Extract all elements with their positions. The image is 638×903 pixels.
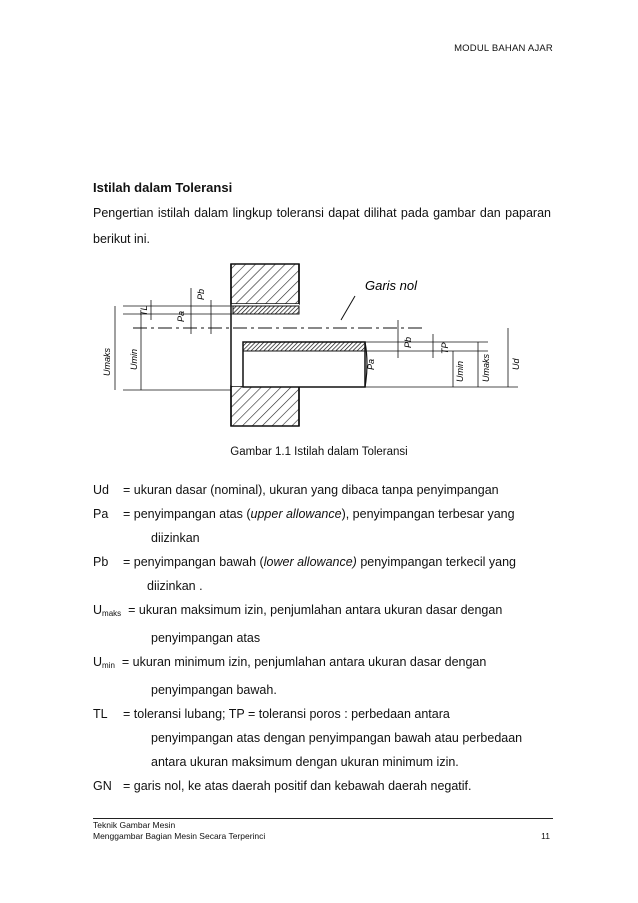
term-tl: TL: [93, 707, 108, 721]
definition-umaks-text: = ukuran maksimum izin, penjumlahan antara ukuran dasar dengan: [128, 603, 503, 617]
hole-wall-top: [231, 264, 299, 304]
page-number: 11: [541, 831, 550, 841]
pa-left-label: Pa: [176, 310, 186, 322]
shaft-tolerance-zone: [243, 342, 365, 351]
term-umaks: $U_{maks}$: [93, 603, 122, 618]
definition-umaks-cont: penyimpangan atas: [151, 631, 261, 645]
lower-allowance-term: lower allowance): [263, 555, 357, 569]
definition-umin-text: = ukuran minimum izin, penjumlahan antara ukuran dasar dengan: [121, 655, 487, 669]
garis-nol-label: Garis nol: [365, 278, 418, 293]
section-title: Istilah dalam Toleransi: [93, 180, 233, 195]
definition-list: [93, 478, 553, 798]
hole-wall-bottom: [231, 386, 299, 426]
definition-gn: [93, 774, 553, 798]
umaks-left-label: Umaks: [102, 347, 112, 376]
tl-label: TL: [139, 305, 149, 316]
term-ud: Ud: [93, 483, 109, 497]
term-umin: $U_{min}$: [93, 655, 115, 670]
definition-umin-cont: penyimpangan bawah.: [151, 683, 277, 697]
term-gn: GN: [93, 779, 112, 793]
tolerance-diagram: [93, 258, 553, 433]
umin-left-label: Umin: [129, 348, 139, 370]
definition-umin: [93, 650, 553, 702]
running-header: MODUL BAHAN AJAR: [454, 43, 553, 54]
pb-right-label: Pb: [403, 336, 413, 348]
definition-umaks: [93, 598, 553, 650]
footer-divider: [93, 818, 553, 819]
definition-pb-cont: diizinkan .: [147, 579, 203, 593]
figure-caption: Gambar 1.1 Istilah dalam Toleransi: [230, 446, 408, 458]
definition-tl-text: = toleransi lubang; TP = toleransi poros : perbedaan antara: [123, 707, 450, 721]
intro-paragraph: Pengertian istilah dalam lingkup toleransi dapat dilihat pada gambar dan paparan berikut ini.: [93, 206, 551, 246]
tolerance-figure: [93, 258, 553, 433]
definition-tl-cont-1: penyimpangan atas dengan penyimpangan bawah atau perbedaan: [151, 731, 523, 745]
term-pb: Pb: [93, 555, 109, 569]
pb-left-label: Pb: [196, 288, 206, 300]
footer-book-title: Teknik Gambar Mesin: [93, 820, 176, 830]
umaks-right-label: Umaks: [481, 353, 491, 382]
definition-ud: [93, 478, 553, 502]
footer-chapter-title: Menggambar Bagian Mesin Secara Terperinci: [93, 831, 266, 841]
umin-right-label: Umin: [455, 360, 465, 382]
pa-right-label: Pa: [366, 358, 376, 370]
upper-allowance-term: upper allowance: [250, 507, 342, 521]
definition-tl-cont-2: antara ukuran maksimum dengan ukuran minimum izin.: [151, 755, 459, 769]
definition-pb: Pb = penyimpangan bawah (lower allowance) penyimpangan terkecil yang diizinkan .: [93, 550, 553, 598]
ud-label: Ud: [511, 358, 521, 370]
term-pa: Pa: [93, 507, 109, 521]
definition-ud-text: = ukuran dasar (nominal), ukuran yang dibaca tanpa penyimpangan: [123, 483, 499, 497]
definition-pa-cont: diizinkan: [151, 531, 200, 545]
definition-pa: Pa = penyimpangan atas (upper allowance), penyimpangan terbesar yang diizinkan: [93, 502, 553, 550]
hole-tolerance-zone: [233, 306, 299, 314]
tp-label: TP: [440, 342, 450, 354]
definition-gn-text: = garis nol, ke atas daerah positif dan kebawah daerah negatif.: [123, 779, 472, 793]
definition-tl: [93, 702, 553, 774]
